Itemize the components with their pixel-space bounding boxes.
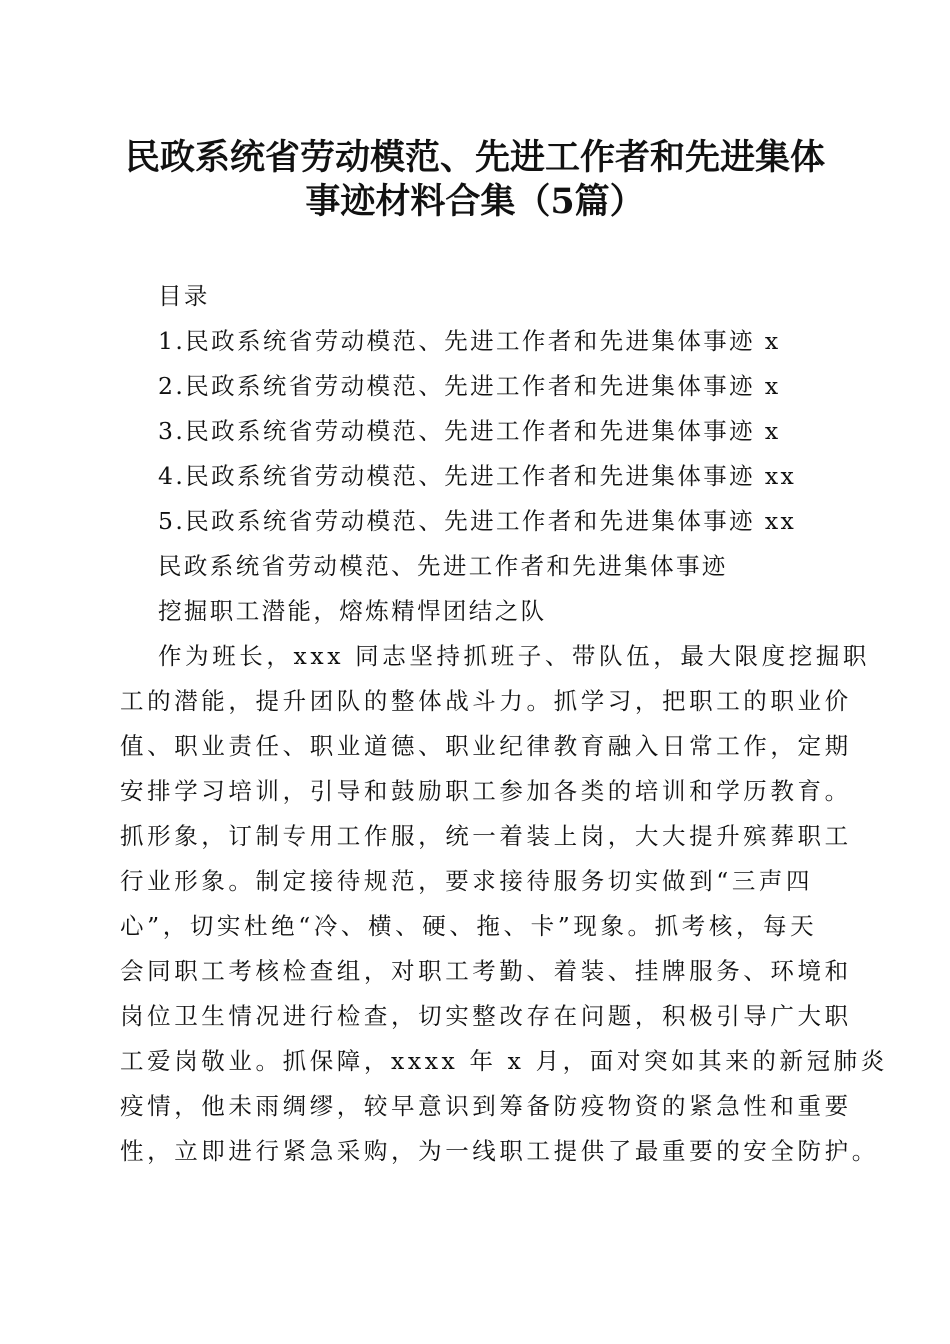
section-title: 民政系统省劳动模范、先进工作者和先进集体事迹 bbox=[158, 552, 728, 580]
paragraph-line: 性，立即进行紧急采购，为一线职工提供了最重要的安全防护。 bbox=[120, 1137, 879, 1165]
toc-heading: 目录 bbox=[158, 282, 210, 310]
paragraph-line: 心”，切实杜绝“冷、横、硬、拖、卡”现象。抓考核，每天 bbox=[120, 912, 818, 940]
document-title-line-2: 事迹材料合集（5篇） bbox=[305, 181, 645, 222]
paragraph-line: 工的潜能，提升团队的整体战斗力。抓学习，把职工的职业价 bbox=[120, 687, 852, 715]
paragraph-line: 安排学习培训，引导和鼓励职工参加各类的培训和学历教育。 bbox=[120, 777, 852, 805]
toc-item: 4.民政系统省劳动模范、先进工作者和先进集体事迹 xx bbox=[158, 462, 797, 490]
paragraph-line: 工爱岗敬业。抓保障，xxxx 年 x 月，面对突如其来的新冠肺炎 bbox=[120, 1047, 888, 1075]
paragraph-line: 行业形象。制定接待规范，要求接待服务切实做到“三声四 bbox=[120, 867, 814, 895]
paragraph-line: 抓形象，订制专用工作服，统一着装上岗，大大提升殡葬职工 bbox=[120, 822, 852, 850]
paragraph-line: 值、职业责任、职业道德、职业纪律教育融入日常工作，定期 bbox=[120, 732, 852, 760]
toc-item: 1.民政系统省劳动模范、先进工作者和先进集体事迹 x bbox=[158, 327, 781, 355]
document-title-line-1: 民政系统省劳动模范、先进工作者和先进集体 bbox=[124, 137, 825, 178]
section-subtitle: 挖掘职工潜能，熔炼精悍团结之队 bbox=[158, 597, 547, 625]
toc-item: 2.民政系统省劳动模范、先进工作者和先进集体事迹 x bbox=[158, 372, 781, 400]
paragraph-line: 作为班长，xxx 同志坚持抓班子、带队伍，最大限度挖掘职 bbox=[158, 642, 871, 670]
toc-item: 5.民政系统省劳动模范、先进工作者和先进集体事迹 xx bbox=[158, 507, 797, 535]
paragraph-line: 疫情，他未雨绸缪，较早意识到筹备防疫物资的紧急性和重要 bbox=[120, 1092, 852, 1120]
paragraph-line: 岗位卫生情况进行检查，切实整改存在问题，积极引导广大职 bbox=[120, 1002, 852, 1030]
toc-item: 3.民政系统省劳动模范、先进工作者和先进集体事迹 x bbox=[158, 417, 781, 445]
paragraph-line: 会同职工考核检查组，对职工考勤、着装、挂牌服务、环境和 bbox=[120, 957, 852, 985]
